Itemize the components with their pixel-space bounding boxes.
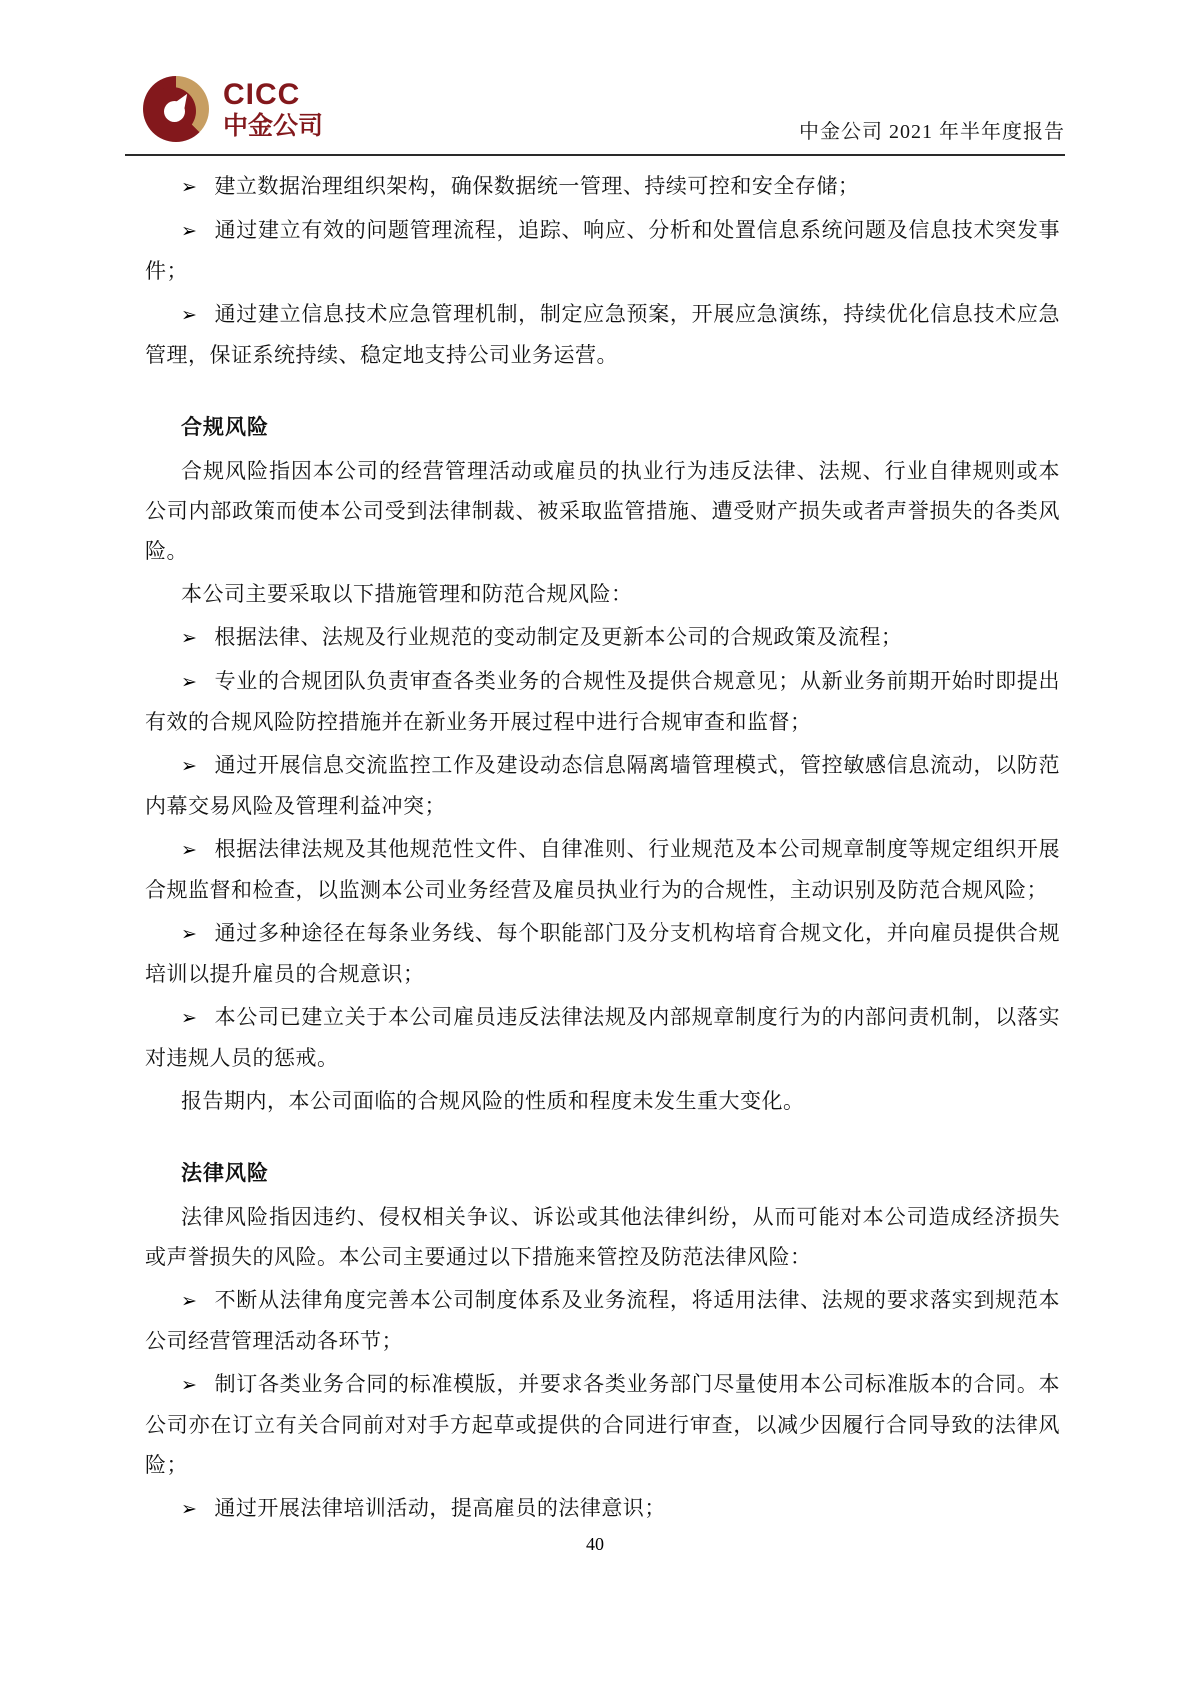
header-divider [125,154,1065,156]
paragraph: 本公司主要采取以下措施管理和防范合规风险： [181,582,633,606]
bullet-item: ➢ 不断从法律角度完善本公司制度体系及业务流程，将适用法律、法规的要求落实到规范本公司经营管理活动各环节； [145,1288,1060,1353]
bullet-item: ➢ 通过建立信息技术应急管理机制，制定应急预案，开展应急演练，持续优化信息技术应急管理，保证系统持续、稳定地支持公司业务运营。 [145,302,1060,367]
bullet-item: ➢ 专业的合规团队负责审查各类业务的合规性及提供合规意见；从新业务前期开始时即提出有效的合规风险防控措施并在新业务开展过程中进行合规审查和监督； [145,669,1060,734]
document-body [145,163,1060,1529]
page-number: 40 [586,1534,604,1554]
arrow-bullet-icon: ➢ [181,627,198,649]
arrow-bullet-icon: ➢ [181,220,198,242]
arrow-bullet-icon: ➢ [181,839,198,861]
bullet-item: ➢ 建立数据治理组织架构，确保数据统一管理、持续可控和安全存储； [181,174,860,198]
page-footer [0,1534,1190,1555]
arrow-bullet-icon: ➢ [181,671,198,693]
report-title: 中金公司 2021 年半年度报告 [799,121,1065,143]
section-heading: 法律风险 [181,1162,269,1185]
bullet-item: ➢ 通过建立有效的问题管理流程，追踪、响应、分析和处置信息系统问题及信息技术突发事件； [145,218,1060,283]
arrow-bullet-icon: ➢ [181,1498,198,1520]
bullet-item: ➢ 通过开展法律培训活动，提高雇员的法律意识； [181,1496,666,1520]
bullet-item: ➢ 通过开展信息交流监控工作及建设动态信息隔离墙管理模式，管控敏感信息流动，以防范内幕交易风险及管理利益冲突； [145,753,1060,818]
paragraph: 法律风险指因违约、侵权相关争议、诉讼或其他法律纠纷，从而可能对本公司造成经济损失或声誉损失的风险。本公司主要通过以下措施来管控及防范法律风险： [145,1205,1060,1269]
bullet-item: ➢ 本公司已建立关于本公司雇员违反法律法规及内部规章制度行为的内部问责机制，以落实对违规人员的惩戒。 [145,1005,1060,1070]
bullet-item: ➢ 根据法律、法规及行业规范的变动制定及更新本公司的合规政策及流程； [181,625,903,649]
cicc-logo [143,76,323,142]
section-heading: 合规风险 [181,416,269,439]
arrow-bullet-icon: ➢ [181,1290,198,1312]
bullet-item: ➢ 通过多种途径在每条业务线、每个职能部门及分支机构培育合规文化，并向雇员提供合规培训以提升雇员的合规意识； [145,921,1060,986]
cicc-logo-icon [143,76,209,142]
bullet-item: ➢ 根据法律法规及其他规范性文件、自律准则、行业规范及本公司规章制度等规定组织开展合规监督和检查，以监测本公司业务经营及雇员执业行为的合规性，主动识别及防范合规风险； [145,837,1060,902]
arrow-bullet-icon: ➢ [181,755,198,777]
logo-text [223,77,324,140]
logo-notch-shape [171,90,189,110]
bullet-item: ➢ 制订各类业务合同的标准模版，并要求各类业务部门尽量使用本公司标准版本的合同。本公司亦在订立有关合同前对对手方起草或提供的合同进行审查，以减少因履行合同导致的法律风险； [145,1372,1060,1477]
paragraph: 合规风险指因本公司的经营管理活动或雇员的执业行为违反法律、法规、行业自律规则或本公司内部政策而使本公司受到法律制裁、被采取监管措施、遭受财产损失或者声誉损失的各类风险。 [145,459,1060,563]
page-header [0,0,1190,156]
arrow-bullet-icon: ➢ [181,304,198,326]
arrow-bullet-icon: ➢ [181,1374,198,1396]
arrow-bullet-icon: ➢ [181,923,198,945]
paragraph: 报告期内，本公司面临的合规风险的性质和程度未发生重大变化。 [181,1089,805,1113]
logo-text-cn: 中金公司 [223,111,324,140]
arrow-bullet-icon: ➢ [181,1007,198,1029]
logo-text-en: CICC [223,77,301,111]
arrow-bullet-icon: ➢ [181,176,198,198]
